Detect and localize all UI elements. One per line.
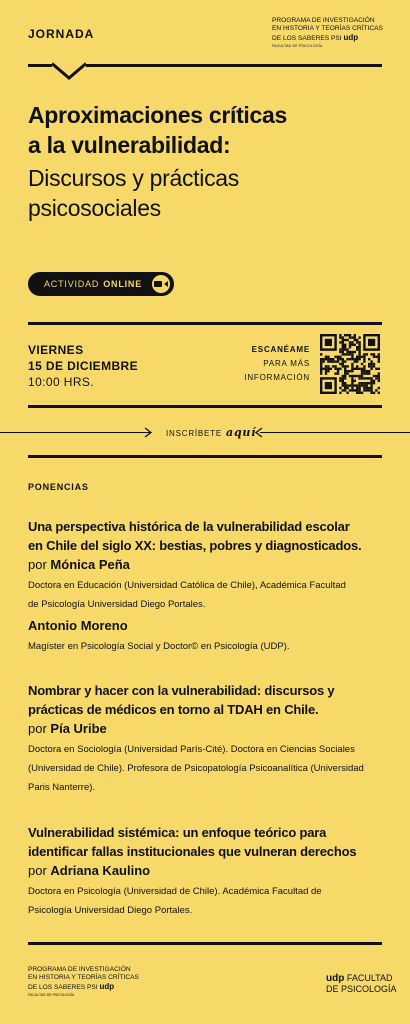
- talk-title: Nombrar y hacer con la vulnerabilidad: discursos y prácticas de médicos en torno al TDAH en Chile.: [28, 683, 335, 717]
- program-logo-bottom: [28, 966, 148, 997]
- faculty-small-text: FACULTAD DE PSICOLOGÍA: [272, 43, 323, 48]
- udp-logo-text: udp: [343, 32, 359, 42]
- qr-caption: [240, 343, 310, 385]
- faculty-small-text: FACULTAD DE PSICOLOGÍA: [28, 992, 75, 997]
- register-line-right: [260, 432, 410, 433]
- section-heading: PONENCIAS: [28, 482, 89, 492]
- udp-logo-text: udp: [326, 973, 345, 984]
- event-date: [28, 342, 138, 390]
- speaker-bio: Doctora en Psicología (Universidad de Chile). Académica Facultad de Psicología Universidad Diego Portales.: [28, 886, 322, 916]
- program-line: DE LOS SABERES PSI udp: [272, 32, 359, 42]
- qr-caption-line: INFORMACIÓN: [244, 373, 310, 382]
- speaker-bio: Magíster en Psicología Social y Doctor© en Psicología (UDP).: [28, 641, 290, 652]
- top-divider: [28, 64, 52, 67]
- talk-speaker: por Mónica Peña: [28, 557, 130, 572]
- date-bottom-divider: [28, 405, 382, 408]
- register-line-left: [0, 432, 150, 433]
- talk-title: Vulnerabilidad sistémica: un enfoque teórico para identificar fallas institucionales que vulneran derechos: [28, 825, 357, 859]
- talk-item: [28, 517, 398, 656]
- speaker-bio: Doctora en Sociología (Universidad París-Cité). Doctora en Ciencias Sociales (Universidad de Chile). Profesora de Psicopatología Psicoanalítica (Universidad Paris Nanterre).: [28, 744, 364, 793]
- program-logo-top: [272, 17, 392, 48]
- subtitle-line: psicosociales: [28, 195, 161, 221]
- arrow-right-icon: [144, 427, 152, 438]
- event-date-text: 15 DE DICIEMBRE: [28, 359, 139, 373]
- talk-item: [28, 823, 398, 920]
- chevron-notch-icon: [52, 62, 86, 80]
- video-camera-icon: [152, 275, 170, 293]
- event-time: 10:00 HRS.: [28, 375, 95, 389]
- online-activity-badge: [28, 272, 174, 296]
- talks-top-divider: [28, 455, 382, 458]
- title-line: a la vulnerabilidad:: [28, 132, 231, 158]
- faculty-line: DE PSICOLOGÍA: [326, 984, 397, 994]
- register-link-text[interactable]: aquí: [226, 426, 257, 439]
- talk-speaker-2: Antonio Moreno: [28, 618, 128, 633]
- udp-logo-text: udp: [99, 981, 115, 991]
- register-label: INSCRÍBETE: [166, 429, 223, 438]
- faculty-logo: [326, 973, 397, 995]
- badge-prefix: ACTIVIDAD: [44, 279, 100, 289]
- qr-caption-line: ESCANÉAME: [251, 345, 310, 354]
- qr-code[interactable]: [320, 334, 380, 394]
- event-type-label: JORNADA: [28, 27, 95, 41]
- page-title: [28, 100, 398, 160]
- talk-speaker: por Adriana Kaulino: [28, 863, 151, 878]
- footer-divider: [28, 942, 382, 945]
- badge-strong: ONLINE: [103, 279, 143, 289]
- title-line: Aproximaciones críticas: [28, 102, 287, 128]
- date-top-divider: [28, 322, 382, 325]
- subtitle-line: Discursos y prácticas: [28, 165, 239, 191]
- program-line: PROGRAMA DE INVESTIGACIÓN: [272, 17, 375, 24]
- talk-title: Una perspectiva histórica de la vulnerabilidad escolar en Chile del siglo XX: bestias, pobres y diagnosticados.: [28, 519, 362, 553]
- program-line: EN HISTORIA Y TEORÍAS CRÍTICAS: [272, 24, 383, 32]
- speaker-bio: Doctora en Educación (Universidad Católica de Chile), Académica Facultad de Psicología Universidad Diego Portales.: [28, 580, 346, 610]
- top-divider: [86, 64, 382, 67]
- talk-item: [28, 681, 398, 797]
- program-line: DE LOS SABERES PSI udp: [28, 981, 115, 991]
- talk-speaker: por Pía Uribe: [28, 721, 107, 736]
- program-line: EN HISTORIA Y TEORÍAS CRÍTICAS: [28, 973, 139, 981]
- qr-caption-line: PARA MÁS: [263, 359, 310, 368]
- event-day: VIERNES: [28, 343, 84, 357]
- page-subtitle: [28, 163, 398, 223]
- register-link[interactable]: [166, 426, 256, 439]
- faculty-line: FACULTAD: [346, 973, 393, 983]
- program-line: PROGRAMA DE INVESTIGACIÓN: [28, 966, 131, 973]
